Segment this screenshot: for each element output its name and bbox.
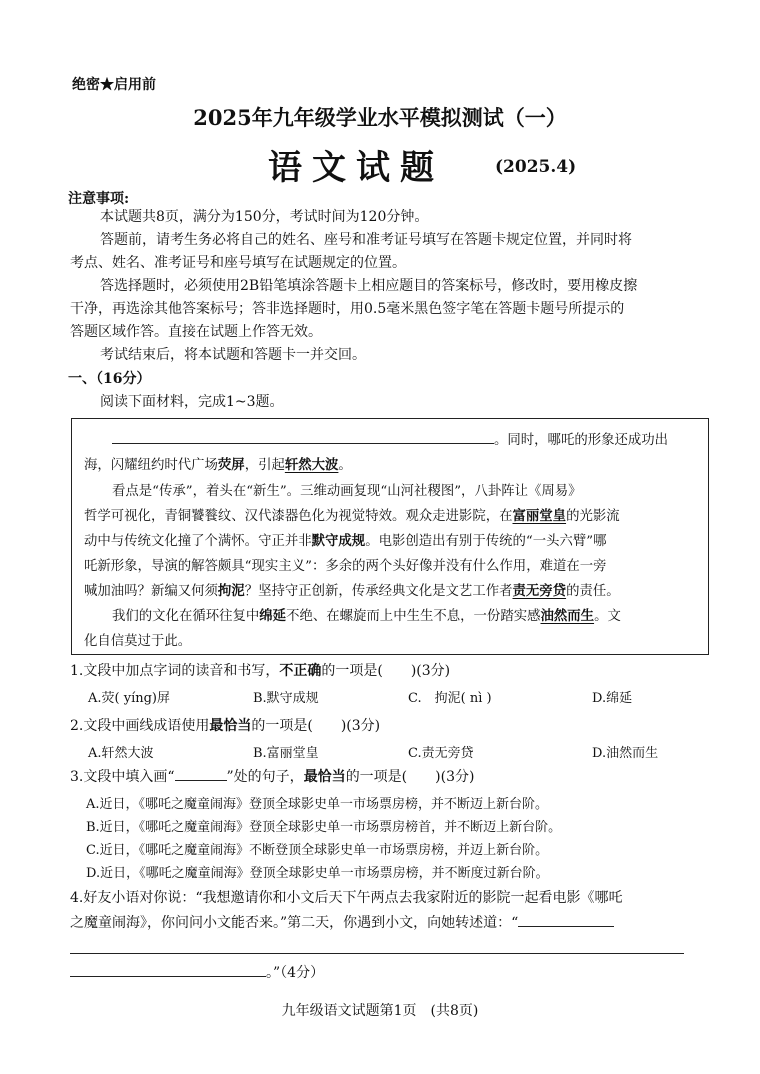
underlined-idiom: 油然而生 xyxy=(540,608,595,624)
exam-date: (2025.4) xyxy=(495,157,577,177)
question-text: 3.文段中填入画“ xyxy=(70,769,175,785)
question-2-stem xyxy=(70,715,380,735)
notice-line-5: 干净，再选涂其他答案标号；答非选择题时，用0.5毫米黑色签字笔在答题卡题号所提示的 xyxy=(70,301,625,317)
dotted-word: 拘泥 xyxy=(217,583,245,599)
passage-line-2 xyxy=(84,454,352,473)
passage-text: 我们的文化在循环往复中 xyxy=(112,609,260,624)
section-heading: 一、（16分） xyxy=(68,371,151,387)
passage-text: 喊加油吗？新编又何须 xyxy=(84,584,218,599)
dotted-word: 默守成规 xyxy=(311,533,366,549)
q1-option-d[interactable]: D.绵延 xyxy=(592,691,633,706)
passage-text: 。 xyxy=(338,458,352,473)
notice-line-3: 考点、姓名、准考证号和座号填写在试题规定的位置。 xyxy=(70,255,406,271)
answer-line[interactable] xyxy=(70,952,684,954)
secret-label: 绝密★启用前 xyxy=(72,77,156,93)
question-emphasis: 不正确 xyxy=(279,663,322,679)
dotted-word: 绵延 xyxy=(259,608,287,624)
answer-blank[interactable] xyxy=(70,962,266,977)
q3-option-a[interactable]: A.近日，《哪吒之魔童闹海》登顶全球影史单一市场票房榜，并不断迈上新台阶。 xyxy=(86,797,549,812)
passage-line-1 xyxy=(112,429,668,448)
passage-text: 的光影流 xyxy=(566,509,620,524)
subject-title: 语文试题 xyxy=(268,148,444,188)
notice-line-6: 答题区域作答。直接在试题上作答无效。 xyxy=(70,324,322,340)
q2-option-b[interactable]: B.富丽堂皇 xyxy=(253,746,319,761)
passage-line-4 xyxy=(84,505,620,524)
question-4-line-3 xyxy=(70,962,324,982)
underlined-idiom: 责无旁贷 xyxy=(512,583,567,599)
passage-text: 。电影创造出有别于传统的“一头六臂”哪 xyxy=(365,534,607,549)
passage-text: 的责任。 xyxy=(566,584,620,599)
passage-line-8 xyxy=(112,605,621,624)
question-text: 1.文段中加点字词的读音和书写， xyxy=(70,663,280,679)
question-text: 的一项是( )(3分) xyxy=(345,769,475,785)
passage-line-7 xyxy=(84,580,620,599)
q3-option-c[interactable]: C.近日，《哪吒之魔童闹海》不断登顶全球影史单一市场票房榜，并迈上新台阶。 xyxy=(86,843,549,858)
passage-line-6: 吒新形象，导演的解答颇具“现实主义”：多余的两个头好像并没有什么作用，难道在一旁 xyxy=(84,559,607,574)
passage-text: 。同时，哪吒的形象还成功出 xyxy=(494,433,669,448)
passage-text: 。文 xyxy=(594,609,621,624)
passage-line-5 xyxy=(84,530,607,549)
question-emphasis: 最恰当 xyxy=(209,718,252,734)
section-instruction: 阅读下面材料，完成1~3题。 xyxy=(100,394,284,410)
q2-option-a[interactable]: A.轩然大波 xyxy=(88,746,154,761)
question-text: 2.文段中画线成语使用 xyxy=(70,718,210,734)
question-emphasis: 最恰当 xyxy=(303,769,346,785)
notice-line-1: 本试题共8页，满分为150分，考试时间为120分钟。 xyxy=(100,209,429,225)
q3-option-d[interactable]: D.近日，《哪吒之魔童闹海》登顶全球影史单一市场票房榜，并不断度过新台阶。 xyxy=(86,866,549,881)
underlined-idiom: 轩然大波 xyxy=(284,457,339,473)
question-text: 。”（4分） xyxy=(266,965,325,981)
passage-line-9: 化自信莫过于此。 xyxy=(84,634,192,649)
notice-line-7: 考试结束后，将本试题和答题卡一并交回。 xyxy=(100,347,366,363)
question-4-line-2 xyxy=(70,912,614,932)
q3-option-b[interactable]: B.近日，《哪吒之魔童闹海》登顶全球影史单一市场票房榜首，并不断迈上新台阶。 xyxy=(86,820,562,835)
reading-passage-box xyxy=(71,418,709,655)
notice-line-2: 答题前，请考生务必将自己的姓名、座号和准考证号填写在答题卡规定位置，并同时将 xyxy=(100,232,632,248)
question-text: 的一项是( )(3分) xyxy=(321,663,451,679)
q1-option-c[interactable]: C. 拘泥( nì ) xyxy=(408,691,492,706)
q2-option-c[interactable]: C.责无旁贷 xyxy=(408,746,474,761)
answer-blank xyxy=(175,766,227,781)
underlined-idiom: 富丽堂皇 xyxy=(512,508,567,524)
passage-text: 不绝、在螺旋而上中生生不息，一份踏实感 xyxy=(286,609,541,624)
passage-text: 动中与传统文化撞了个满怀。守正并非 xyxy=(84,534,312,549)
notice-line-4: 答选择题时，必须使用2B铅笔填涂答题卡上相应题目的答案标号，修改时，要用橡皮擦 xyxy=(100,278,638,294)
q2-option-d[interactable]: D.油然而生 xyxy=(592,746,659,761)
passage-text: 海，闪耀纽约时代广场 xyxy=(84,458,218,473)
q1-option-b[interactable]: B.默守成规 xyxy=(253,691,319,706)
passage-text: 哲学可视化，青铜饕餮纹、汉代漆器色化为视觉特效。观众走进影院，在 xyxy=(84,509,513,524)
notice-heading: 注意事项: xyxy=(68,191,130,207)
question-1-stem xyxy=(70,660,450,680)
exam-title: 2025年九年级学业水平模拟测试（一） xyxy=(193,105,567,130)
answer-blank[interactable] xyxy=(518,912,614,927)
page-footer: 九年级语文试题第1页 (共8页) xyxy=(281,1003,479,1019)
q1-option-a[interactable]: A.荧( yíng)屏 xyxy=(88,691,170,706)
question-text: 之魔童闹海》，你问问小文能否来。”第二天，你遇到小文，向她转述道：“ xyxy=(70,915,519,931)
question-text: 的一项是( )(3分) xyxy=(251,718,381,734)
passage-fill-blank xyxy=(112,429,494,444)
question-text: ”处的句子， xyxy=(226,769,304,785)
question-3-stem xyxy=(70,766,474,786)
passage-line-3: 看点是“传承”，着头在“新生”。三维动画复现“山河社稷图”，八卦阵让《周易》 xyxy=(112,484,582,499)
dotted-word: 荧屏 xyxy=(217,457,245,473)
passage-text: ，引起 xyxy=(244,458,285,473)
question-4-line-1: 4.好友小语对你说：“我想邀请你和小文后天下午两点去我家附近的影院一起看电影《哪吒 xyxy=(70,890,623,906)
passage-text: ？坚持守正创新，传承经典文化是文艺工作者 xyxy=(244,584,513,599)
